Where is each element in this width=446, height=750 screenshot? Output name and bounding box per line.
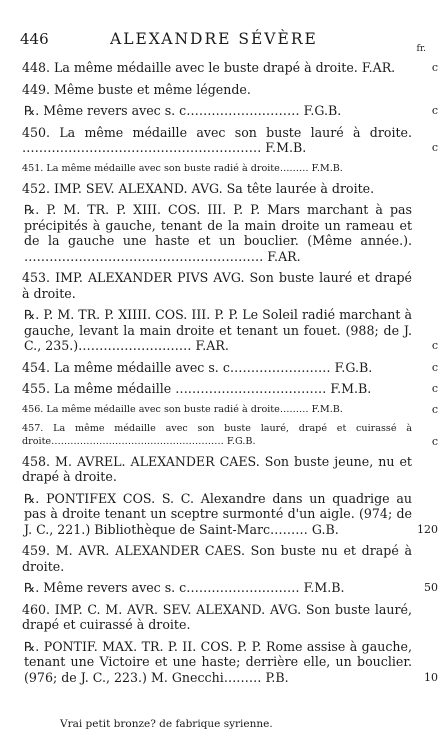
entry-text: 456. La même médaille avec son buste radié à droite……… F.M.B. (22, 403, 343, 415)
entry-price: c (431, 434, 438, 448)
entry-452-reverse (22, 202, 412, 264)
entry-price: c (431, 141, 438, 154)
entry-459-reverse (22, 580, 438, 596)
entry-text: ℞. PONTIFEX COS. S. C. Alexandre dans un quadrige au pas à droite tenant un sceptre surmonté d'un aigle. (974; de J. C., 221.) Bibliothèque de Saint-Marc……… G.B. (24, 490, 412, 537)
price-column-label: fr. (416, 44, 426, 54)
entry-price: c (431, 104, 438, 117)
entry-price: c (431, 382, 438, 395)
entry-text: ℞. P. M. TR. P. XIIII. COS. III. P. P. Le Soleil radié marchant à gauche, levant la main droite et tenant un fouet. (988; de J. C., 235.)……………………… F.AR. (24, 307, 412, 353)
entry-text: ℞. P. M. TR. P. XIII. COS. III. P. P. Mars marchant à pas précipités à gauche, tenant de la main droite un rameau et de la gauche une haste et un bouclier. (Même année.). ………………………………………………… F.AR. (24, 202, 412, 264)
running-title: ALEXANDRE SÉVÈRE (110, 30, 318, 48)
entry-text: ℞. PONTIF. MAX. TR. P. II. COS. P. P. Rome assise à gauche, tenant une Victoire et une haste; derrière elle, un bouclier. (976; de J. C., 223.) M. Gnecchi……… P.B. (24, 638, 412, 685)
entry-453 (22, 270, 412, 301)
entry-460-reverse (22, 638, 438, 686)
entry-price: c (431, 339, 438, 352)
entry-text: ℞. Même revers avec s. c……………………… F.G.B. (24, 103, 342, 118)
entry-text: 454. La même médaille avec s. c…………………… F.G.B. (22, 359, 373, 375)
entry-price: c (431, 61, 438, 74)
entry-459 (22, 543, 412, 574)
entry-453-reverse (22, 307, 438, 354)
entry-text: 448. La même médaille avec le buste drapé à droite. F.AR. (22, 60, 396, 75)
entry-text: 458. M. AVREL. ALEXANDER CAES. Son buste jeune, nu et drapé à droite. (22, 453, 412, 484)
entry-449 (22, 82, 412, 98)
entry-454 (22, 359, 438, 376)
page-number: 446 (20, 30, 49, 48)
entry-456 (22, 402, 438, 416)
page-header (20, 30, 426, 52)
entry-449-reverse (22, 103, 438, 119)
entry-448 (22, 60, 438, 76)
entry-text: 450. La même médaille avec son buste lauré à droite. ………………………………………………… F.M.B. (22, 124, 412, 155)
entry-458 (22, 454, 412, 485)
entry-text: 451. La même médaille avec son buste radié à droite……… F.M.B. (22, 162, 343, 174)
entry-text: 453. IMP. ALEXANDER PIVS AVG. Son buste lauré et drapé à droite. (22, 270, 412, 301)
footnote: Vrai petit bronze? de fabrique syrienne. (60, 718, 273, 730)
entry-455 (22, 381, 438, 397)
entry-460 (22, 602, 412, 633)
entry-451 (22, 162, 412, 175)
entry-457 (22, 422, 438, 448)
entry-452 (22, 181, 412, 197)
entry-text: 452. IMP. SEV. ALEXAND. AVG. Sa tête laurée à droite. (22, 180, 375, 196)
entry-text: 459. M. AVR. ALEXANDER CAES. Son buste nu et drapé à droite. (22, 543, 412, 574)
entry-price: c (431, 360, 438, 374)
entry-450 (22, 124, 438, 156)
entry-text: ℞. Même revers avec s. c……………………… F.M.B. (24, 580, 345, 595)
entry-price: 10 (424, 670, 438, 684)
entry-text: 457. La même médaille avec son buste lauré, drapé et cuirassé à droite……………………………………………… F.G.B. (22, 422, 412, 447)
entry-text: 449. Même buste et même légende. (22, 81, 251, 97)
entry-price: 50 (424, 581, 438, 594)
entry-price: 120 (417, 522, 438, 536)
entry-text: 455. La même médaille ……………………………… F.M.B. (22, 381, 372, 396)
entry-text: 460. IMP. C. M. AVR. SEV. ALEXAND. AVG. Son buste lauré, drapé et cuirassé à droite. (22, 601, 412, 632)
entry-458-reverse (22, 490, 438, 538)
catalogue-body (22, 60, 438, 691)
entry-price: c (431, 402, 438, 416)
